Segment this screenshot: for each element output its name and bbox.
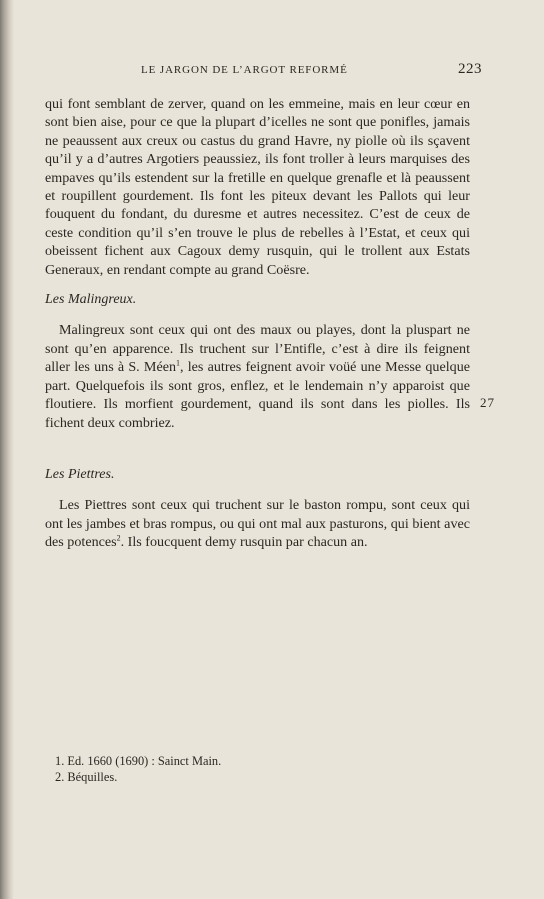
running-head xyxy=(45,61,482,82)
paragraph-text: . Ils foucquent demy rusquin par chacun an. xyxy=(120,534,368,551)
page-body xyxy=(45,95,470,552)
paragraph-text: Malingreux sont ceux qui ont des maux ou playes, dont la pluspart ne sont qu’en apparence. Ils truchent sur l’Entifle, c’est à dire ils feignent aller les uns à S. Méen xyxy=(45,322,470,376)
footnote-1: 1. Ed. 1660 (1690) : Sainct Main. xyxy=(55,754,222,768)
margin-note: 27 xyxy=(480,395,495,410)
footnotes xyxy=(55,753,455,785)
running-title: LE JARGON DE L’ARGOT REFORMÉ xyxy=(141,64,348,76)
section-title-piettres: Les Piettres. xyxy=(45,466,115,482)
footnote-ref-1[interactable]: 1 xyxy=(176,358,181,368)
paragraph-malingreux xyxy=(45,321,470,431)
footnote-2: 2. Béquilles. xyxy=(55,770,118,784)
paragraph-text: , les autres feignent avoir voüé une Messe quelque part. Quelquefois ils sont gros, enflez, et le lendemain n’y apparoist que floutiere. Ils morfient gourdement, quand ils sont dans les piolles. Ils fichent deux combriez. xyxy=(45,359,470,431)
page-number: 223 xyxy=(458,61,482,77)
paragraph-continued: qui font semblant de zerver, quand on les emmeine, mais en leur cœur en sont bien aise, pour ce que la plupart d’icelles ne sont que ponifles, jamais ne peaussent aux creux ou castus du grand Havre, ny piolle où ils sçavent qu’il y a d’autres Argotiers peaussiez, ils font troller à leurs marquises des empaves qu’ils estendent sur la fretille en quelque grenafle et là peaussent et roupillent gourdement. Ils font les piteux devant les Pallots qui leur fouquent du fondant, du duresme et autres necessitez. C’est de ceux de ceste condition qu’il s’en trouve le plus de rebelles à l’Estat, et ceux qui obeissent fichent aux Cagoux demy rusquin, qui le trollent aux Estats Generaux, en rendant compte au grand Coësre. xyxy=(45,96,470,278)
paragraph-text: Les Piettres sont ceux qui truchent sur le baston rompu, sont ceux qui ont les jambes et bras rompus, ou qui ont mal aux pasturons, qui bient avec des potences xyxy=(45,497,470,551)
paragraph-piettres xyxy=(45,496,470,551)
section-title-malingreux: Les Malingreux. xyxy=(45,292,137,308)
footnote-ref-2[interactable]: 2 xyxy=(116,533,121,543)
page-gutter-shadow xyxy=(0,0,14,899)
